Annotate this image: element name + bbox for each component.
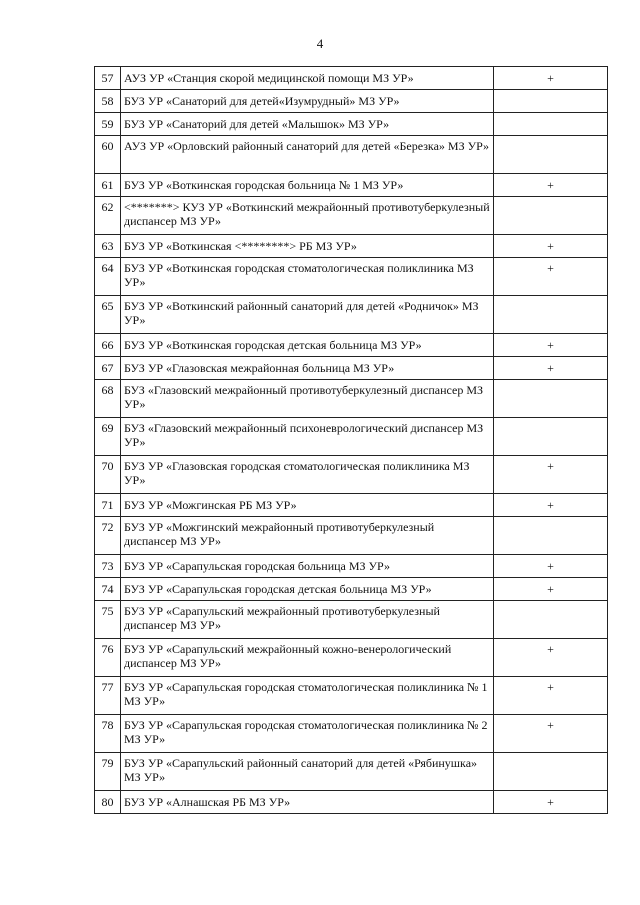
institution-name: БУЗ УР «Глазовская городская стоматологическая поликлиника МЗ УР»: [124, 459, 470, 487]
row-mark: +: [547, 261, 554, 275]
row-number-cell: [95, 639, 121, 677]
row-mark: [494, 418, 607, 421]
table-row: [95, 174, 608, 197]
row-number-cell: [95, 258, 121, 296]
row-number-cell: [95, 517, 121, 555]
institution-name-cell: [121, 197, 494, 235]
table-row: [95, 258, 608, 296]
row-mark: +: [547, 178, 554, 192]
row-mark-cell: [494, 334, 608, 357]
table-row: [95, 791, 608, 814]
table-row: [95, 334, 608, 357]
row-mark-cell: [494, 639, 608, 677]
table-row: [95, 494, 608, 517]
row-number-cell: [95, 456, 121, 494]
row-number-cell: [95, 715, 121, 753]
institution-name: БУЗ УР «Сарапульская городская стоматологическая поликлиника № 1 МЗ УР»: [124, 680, 488, 708]
row-mark-cell: [494, 601, 608, 639]
institution-name: <*******> КУЗ УР «Воткинский межрайонный противотуберкулезный диспансер МЗ УР»: [124, 200, 490, 228]
institution-name-cell: [121, 334, 494, 357]
institution-name-cell: [121, 67, 494, 90]
row-number-cell: [95, 334, 121, 357]
row-mark-cell: [494, 456, 608, 494]
table-row: [95, 418, 608, 456]
institution-name-cell: [121, 418, 494, 456]
row-mark-cell: [494, 235, 608, 258]
row-mark: [494, 296, 607, 299]
row-number: 69: [101, 421, 114, 435]
row-number-cell: [95, 296, 121, 334]
row-mark-cell: [494, 517, 608, 555]
row-mark: [494, 753, 607, 756]
row-number-cell: [95, 418, 121, 456]
row-mark: +: [547, 718, 554, 732]
institution-name-cell: [121, 296, 494, 334]
row-mark: +: [547, 498, 554, 512]
row-mark: +: [547, 582, 554, 596]
table-row: [95, 296, 608, 334]
institution-name-cell: [121, 380, 494, 418]
row-number: 65: [101, 299, 114, 313]
row-mark: +: [547, 338, 554, 352]
table-row: [95, 639, 608, 677]
row-number-cell: [95, 197, 121, 235]
row-number: 78: [101, 718, 114, 732]
row-number: 73: [101, 559, 114, 573]
institution-name: БУЗ УР «Воткинская <********> РБ МЗ УР»: [124, 239, 357, 253]
row-number: 60: [101, 139, 114, 153]
table-row: [95, 578, 608, 601]
row-mark-cell: [494, 258, 608, 296]
row-number: 62: [101, 200, 114, 214]
institution-name: БУЗ УР «Воткинский районный санаторий для детей «Родничок» МЗ УР»: [124, 299, 479, 327]
institution-name-cell: [121, 791, 494, 814]
row-mark-cell: [494, 791, 608, 814]
institution-name: БУЗ УР «Можгинский межрайонный противотуберкулезный диспансер МЗ УР»: [124, 520, 435, 548]
row-number: 79: [101, 756, 114, 770]
row-mark: +: [547, 642, 554, 656]
row-number: 70: [101, 459, 114, 473]
row-mark: +: [547, 559, 554, 573]
institution-name: БУЗ УР «Сарапульская городская стоматологическая поликлиника № 2 МЗ УР»: [124, 718, 488, 746]
institution-name-cell: [121, 601, 494, 639]
row-number: 68: [101, 383, 114, 397]
institution-name-cell: [121, 578, 494, 601]
institution-name: БУЗ УР «Сарапульский межрайонный кожно-венерологический диспансер МЗ УР»: [124, 642, 452, 670]
row-number-cell: [95, 90, 121, 113]
row-number: 77: [101, 680, 114, 694]
table-row: [95, 235, 608, 258]
table-row: [95, 67, 608, 90]
row-mark-cell: [494, 197, 608, 235]
institutions-table: [94, 66, 608, 814]
table-row: [95, 456, 608, 494]
institution-name-cell: [121, 90, 494, 113]
institution-name-cell: [121, 235, 494, 258]
row-mark: [494, 136, 607, 139]
institution-name-cell: [121, 174, 494, 197]
institution-name: БУЗ «Глазовский межрайонный противотуберкулезный диспансер МЗ УР»: [124, 383, 484, 411]
row-number: 61: [101, 178, 114, 192]
row-mark: +: [547, 459, 554, 473]
row-number-cell: [95, 357, 121, 380]
row-number-cell: [95, 494, 121, 517]
institution-name-cell: [121, 113, 494, 136]
row-mark-cell: [494, 113, 608, 136]
row-mark-cell: [494, 753, 608, 791]
row-mark-cell: [494, 357, 608, 380]
row-number-cell: [95, 67, 121, 90]
row-mark: +: [547, 71, 554, 85]
institution-name: БУЗ УР «Воткинская городская стоматологическая поликлиника МЗ УР»: [124, 261, 474, 289]
row-number: 72: [101, 520, 114, 534]
row-number-cell: [95, 753, 121, 791]
row-mark-cell: [494, 418, 608, 456]
row-number-cell: [95, 791, 121, 814]
row-number-cell: [95, 136, 121, 174]
institution-name-cell: [121, 517, 494, 555]
row-number-cell: [95, 601, 121, 639]
institution-name-cell: [121, 357, 494, 380]
table-row: [95, 90, 608, 113]
row-mark: +: [547, 239, 554, 253]
row-number: 58: [101, 94, 114, 108]
page-number: 4: [316, 36, 324, 51]
table-row: [95, 601, 608, 639]
row-number: 71: [101, 498, 114, 512]
row-mark-cell: [494, 715, 608, 753]
institution-name-cell: [121, 136, 494, 174]
row-number-cell: [95, 677, 121, 715]
table-row: [95, 677, 608, 715]
row-number-cell: [95, 555, 121, 578]
row-mark-cell: [494, 578, 608, 601]
institution-name-cell: [121, 753, 494, 791]
row-mark: +: [547, 361, 554, 375]
institution-name-cell: [121, 555, 494, 578]
institution-name: БУЗ «Глазовский межрайонный психоневрологический диспансер МЗ УР»: [124, 421, 484, 449]
row-mark-cell: [494, 494, 608, 517]
row-number-cell: [95, 578, 121, 601]
row-number: 67: [101, 361, 114, 375]
row-number: 57: [101, 71, 114, 85]
row-number-cell: [95, 235, 121, 258]
table-row: [95, 517, 608, 555]
row-number: 64: [101, 261, 114, 275]
row-mark-cell: [494, 380, 608, 418]
row-mark: [494, 90, 607, 94]
table-row: [95, 197, 608, 235]
institution-name: БУЗ УР «Можгинская РБ МЗ УР»: [124, 498, 297, 512]
table-row: [95, 136, 608, 174]
row-number: 63: [101, 239, 114, 253]
institution-name-cell: [121, 456, 494, 494]
institution-name-cell: [121, 677, 494, 715]
institution-name: БУЗ УР «Глазовская межрайонная больница МЗ УР»: [124, 361, 395, 375]
institution-name: БУЗ УР «Сарапульский районный санаторий для детей «Рябинушка» МЗ УР»: [124, 756, 478, 784]
institution-name: БУЗ УР «Сарапульский межрайонный противотуберкулезный диспансер МЗ УР»: [124, 604, 440, 632]
table-body: [95, 67, 608, 814]
row-mark: [494, 380, 607, 383]
institution-name: БУЗ УР «Алнашская РБ МЗ УР»: [124, 795, 291, 809]
institution-name: БУЗ УР «Санаторий для детей«Изумрудный» МЗ УР»: [124, 94, 400, 108]
row-mark-cell: [494, 67, 608, 90]
row-mark-cell: [494, 555, 608, 578]
row-mark-cell: [494, 296, 608, 334]
institution-name-cell: [121, 639, 494, 677]
row-number-cell: [95, 174, 121, 197]
table-row: [95, 357, 608, 380]
row-number: 66: [101, 338, 114, 352]
table-row: [95, 113, 608, 136]
institution-name: БУЗ УР «Санаторий для детей «Малышок» МЗ УР»: [124, 117, 390, 131]
institution-name: АУЗ УР «Орловский районный санаторий для детей «Березка» МЗ УР»: [124, 139, 490, 153]
institution-name: АУЗ УР «Станция скорой медицинской помощи МЗ УР»: [124, 71, 414, 85]
institution-name-cell: [121, 494, 494, 517]
table-row: [95, 753, 608, 791]
table-row: [95, 715, 608, 753]
row-mark-cell: [494, 136, 608, 174]
institution-name: БУЗ УР «Воткинская городская детская больница МЗ УР»: [124, 338, 422, 352]
row-mark: +: [547, 795, 554, 809]
row-number: 75: [101, 604, 114, 618]
row-mark: +: [547, 680, 554, 694]
row-mark: [494, 517, 607, 520]
row-number: 59: [101, 117, 114, 131]
row-mark-cell: [494, 90, 608, 113]
table-row: [95, 555, 608, 578]
institution-name: БУЗ УР «Сарапульская городская больница МЗ УР»: [124, 559, 391, 573]
row-mark: [494, 113, 607, 117]
row-mark: [494, 601, 607, 604]
row-number: 74: [101, 582, 114, 596]
institution-name-cell: [121, 258, 494, 296]
row-mark-cell: [494, 174, 608, 197]
row-number-cell: [95, 113, 121, 136]
institution-name: БУЗ УР «Воткинская городская больница № 1 МЗ УР»: [124, 178, 404, 192]
row-number-cell: [95, 380, 121, 418]
row-number: 80: [101, 795, 114, 809]
institution-name: БУЗ УР «Сарапульская городская детская больница МЗ УР»: [124, 582, 432, 596]
table-row: [95, 380, 608, 418]
institution-name-cell: [121, 715, 494, 753]
row-number: 76: [101, 642, 114, 656]
row-mark-cell: [494, 677, 608, 715]
row-mark: [494, 197, 607, 200]
